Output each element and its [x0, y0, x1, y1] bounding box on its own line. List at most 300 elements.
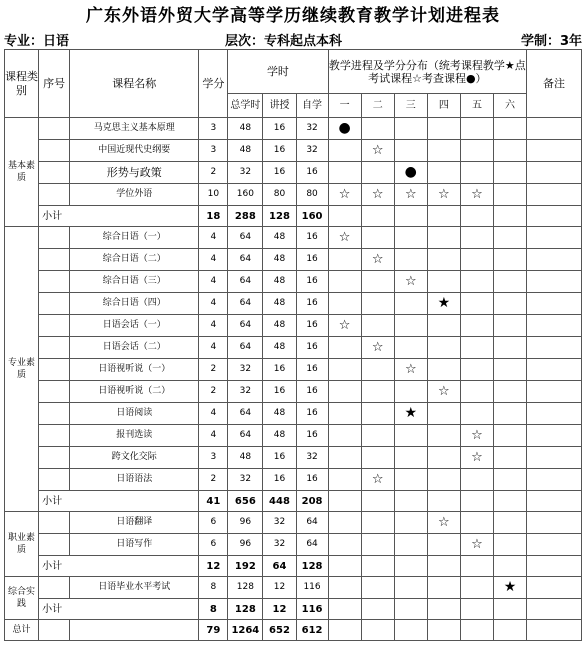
- table-row: [5, 315, 582, 337]
- lecture-hours-cell: 12: [263, 577, 296, 599]
- subtotal-row: [5, 599, 582, 620]
- outline-star-icon: ☆: [438, 383, 450, 399]
- total-hours-cell: 32: [228, 162, 263, 184]
- term-1-cell: [328, 140, 361, 162]
- self-study-cell: 16: [296, 293, 328, 315]
- term-4-cell: [427, 184, 460, 206]
- term-1-cell: [328, 599, 361, 620]
- term-1-cell: [328, 381, 361, 403]
- term-1-cell: [328, 227, 361, 249]
- page-title: 广东外语外贸大学高等学历继续教育教学计划进程表: [86, 6, 500, 26]
- term-2-cell: [361, 556, 394, 577]
- term-5-cell: [460, 206, 493, 227]
- term-6-cell: [493, 249, 526, 271]
- credits-cell: 4: [199, 337, 228, 359]
- remarks-cell: [527, 534, 582, 556]
- self-study-cell: 612: [296, 620, 328, 641]
- term-2-cell: [361, 315, 394, 337]
- table-body: [5, 50, 582, 641]
- term-4-cell: [427, 227, 460, 249]
- subtotal-row: [5, 491, 582, 512]
- credits-cell: 3: [199, 118, 228, 140]
- header-term-2: 二: [361, 94, 394, 118]
- total-hours-cell: 288: [228, 206, 263, 227]
- term-1-cell: [328, 534, 361, 556]
- table-row: [5, 140, 582, 162]
- remarks-cell: [527, 271, 582, 293]
- outline-star-icon: ☆: [438, 186, 450, 202]
- term-5-cell: [460, 249, 493, 271]
- self-study-cell: 116: [296, 577, 328, 599]
- term-4-cell: [427, 425, 460, 447]
- term-3-cell: [394, 162, 427, 184]
- table-row: [5, 359, 582, 381]
- term-2-cell: [361, 118, 394, 140]
- term-4-cell: [427, 534, 460, 556]
- outline-star-icon: ☆: [404, 273, 417, 289]
- header-course-name: 课程名称: [70, 50, 199, 118]
- total-hours-cell: 48: [228, 447, 263, 469]
- term-2-cell: [361, 359, 394, 381]
- table-row: [5, 293, 582, 315]
- term-2-cell: [361, 140, 394, 162]
- self-study-cell: 16: [296, 162, 328, 184]
- term-6-cell: [493, 381, 526, 403]
- seq-cell: [39, 403, 70, 425]
- term-6-cell: [493, 227, 526, 249]
- term-1-cell: [328, 491, 361, 512]
- term-6-cell: [493, 403, 526, 425]
- self-study-cell: 16: [296, 403, 328, 425]
- term-5-cell: [460, 293, 493, 315]
- term-6-cell: [493, 469, 526, 491]
- term-3-cell: [394, 184, 427, 206]
- header-schedule: 教学进程及学分分布（统考课程教学★点考试课程☆考查课程●）: [328, 50, 526, 94]
- table-row: [5, 512, 582, 534]
- subtotal-label: 小计: [39, 206, 199, 227]
- credits-cell: 6: [199, 534, 228, 556]
- info-bar: [4, 29, 582, 49]
- term-3-cell: [394, 293, 427, 315]
- lecture-hours-cell: 652: [263, 620, 296, 641]
- credits-cell: 4: [199, 425, 228, 447]
- subtotal-label: 小计: [39, 556, 199, 577]
- term-4-cell: [427, 315, 460, 337]
- lecture-hours-cell: 48: [263, 227, 296, 249]
- course-name: 日语毕业水平考试: [70, 577, 199, 599]
- total-hours-cell: 48: [228, 118, 263, 140]
- lecture-hours-cell: 48: [263, 271, 296, 293]
- seq-cell: [39, 359, 70, 381]
- remarks-cell: [527, 491, 582, 512]
- lecture-hours-cell: 128: [263, 206, 296, 227]
- total-hours-cell: 192: [228, 556, 263, 577]
- header-term-3: 三: [394, 94, 427, 118]
- term-2-cell: [361, 469, 394, 491]
- header-category: 课程类别: [5, 50, 39, 118]
- total-hours-cell: 96: [228, 512, 263, 534]
- remarks-cell: [527, 249, 582, 271]
- credits-cell: 3: [199, 140, 228, 162]
- major-label: 专业：日语: [4, 34, 70, 49]
- table-row: [5, 381, 582, 403]
- header-hours: 学时: [228, 50, 328, 94]
- seq-cell: [39, 271, 70, 293]
- table-row: [5, 118, 582, 140]
- lecture-hours-cell: 16: [263, 162, 296, 184]
- term-1-cell: [328, 556, 361, 577]
- total-hours-cell: 128: [228, 577, 263, 599]
- remarks-cell: [527, 620, 582, 641]
- term-3-cell: [394, 227, 427, 249]
- term-2-cell: [361, 271, 394, 293]
- table-row: [5, 184, 582, 206]
- remarks-cell: [527, 599, 582, 620]
- remarks-cell: [527, 118, 582, 140]
- term-5-cell: [460, 620, 493, 641]
- credits-cell: 8: [199, 599, 228, 620]
- term-4-cell: [427, 118, 460, 140]
- lecture-hours-cell: 32: [263, 512, 296, 534]
- self-study-cell: 16: [296, 315, 328, 337]
- term-3-cell: [394, 491, 427, 512]
- self-study-cell: 160: [296, 206, 328, 227]
- outline-star-icon: ☆: [471, 186, 483, 202]
- outline-star-icon: ☆: [471, 427, 483, 443]
- credits-cell: 4: [199, 403, 228, 425]
- credits-cell: 12: [199, 556, 228, 577]
- self-study-cell: 64: [296, 534, 328, 556]
- term-6-cell: [493, 556, 526, 577]
- credits-cell: 4: [199, 227, 228, 249]
- term-4-cell: [427, 271, 460, 293]
- course-name: 日语会话（一）: [70, 315, 199, 337]
- header-term-5: 五: [460, 94, 493, 118]
- total-hours-cell: 1264: [228, 620, 263, 641]
- self-study-cell: 16: [296, 469, 328, 491]
- term-2-cell: [361, 337, 394, 359]
- outline-star-icon: ☆: [338, 186, 351, 202]
- term-6-cell: [493, 512, 526, 534]
- term-2-cell: [361, 577, 394, 599]
- credits-cell: 3: [199, 447, 228, 469]
- term-1-cell: [328, 425, 361, 447]
- term-6-cell: [493, 447, 526, 469]
- term-5-cell: [460, 447, 493, 469]
- term-6-cell: [493, 184, 526, 206]
- term-3-cell: [394, 469, 427, 491]
- term-4-cell: [427, 359, 460, 381]
- term-5-cell: [460, 577, 493, 599]
- subtotal-label: 小计: [39, 599, 199, 620]
- table-row: [5, 337, 582, 359]
- table-row: [5, 577, 582, 599]
- table-row: [5, 162, 582, 184]
- course-name: 综合日语（一）: [70, 227, 199, 249]
- term-5-cell: [460, 227, 493, 249]
- term-4-cell: [427, 293, 460, 315]
- term-6-cell: [493, 620, 526, 641]
- total-hours-cell: 96: [228, 534, 263, 556]
- seq-cell: [39, 620, 70, 641]
- term-5-cell: [460, 469, 493, 491]
- category-cell: 专业素质: [5, 227, 39, 512]
- self-study-cell: 32: [296, 118, 328, 140]
- term-3-cell: [394, 337, 427, 359]
- total-row: [5, 620, 582, 641]
- credits-cell: 2: [199, 359, 228, 381]
- self-study-cell: 32: [296, 140, 328, 162]
- term-3-cell: [394, 359, 427, 381]
- term-5-cell: [460, 556, 493, 577]
- term-6-cell: [493, 315, 526, 337]
- term-6-cell: [493, 206, 526, 227]
- term-1-cell: [328, 184, 361, 206]
- total-hours-cell: 64: [228, 337, 263, 359]
- term-1-cell: [328, 315, 361, 337]
- term-5-cell: [460, 118, 493, 140]
- term-5-cell: [460, 534, 493, 556]
- outline-star-icon: ☆: [371, 339, 384, 355]
- total-hours-cell: 64: [228, 403, 263, 425]
- self-study-cell: 16: [296, 425, 328, 447]
- seq-cell: [39, 162, 70, 184]
- course-name: 综合日语（二）: [70, 249, 199, 271]
- lecture-hours-cell: 64: [263, 556, 296, 577]
- term-6-cell: [493, 293, 526, 315]
- term-1-cell: [328, 206, 361, 227]
- term-6-cell: [493, 577, 526, 599]
- seq-cell: [39, 140, 70, 162]
- term-1-cell: [328, 577, 361, 599]
- term-1-cell: [328, 293, 361, 315]
- term-4-cell: [427, 491, 460, 512]
- header-credits: 学分: [199, 50, 228, 118]
- lecture-hours-cell: 48: [263, 293, 296, 315]
- term-2-cell: [361, 534, 394, 556]
- category-cell: 职业素质: [5, 512, 39, 577]
- remarks-cell: [527, 140, 582, 162]
- term-2-cell: [361, 512, 394, 534]
- course-name: 报刊选读: [70, 425, 199, 447]
- term-5-cell: [460, 359, 493, 381]
- seq-cell: [39, 227, 70, 249]
- outline-star-icon: ☆: [404, 186, 417, 202]
- subtotal-row: [5, 206, 582, 227]
- lecture-hours-cell: 16: [263, 381, 296, 403]
- lecture-hours-cell: 48: [263, 403, 296, 425]
- outline-star-icon: ☆: [338, 229, 351, 245]
- remarks-cell: [527, 577, 582, 599]
- solid-star-icon: ★: [437, 294, 451, 311]
- seq-cell: [39, 534, 70, 556]
- remarks-cell: [527, 184, 582, 206]
- total-hours-cell: 32: [228, 381, 263, 403]
- term-6-cell: [493, 271, 526, 293]
- term-3-cell: [394, 577, 427, 599]
- term-6-cell: [493, 491, 526, 512]
- term-4-cell: [427, 206, 460, 227]
- self-study-cell: 16: [296, 227, 328, 249]
- seq-cell: [39, 118, 70, 140]
- header-remarks: 备注: [527, 50, 582, 118]
- term-5-cell: [460, 403, 493, 425]
- term-3-cell: [394, 447, 427, 469]
- term-6-cell: [493, 534, 526, 556]
- total-hours-cell: 64: [228, 315, 263, 337]
- term-4-cell: [427, 447, 460, 469]
- term-4-cell: [427, 599, 460, 620]
- total-label: 总计: [5, 620, 39, 641]
- self-study-cell: 32: [296, 447, 328, 469]
- solid-star-icon: ★: [404, 404, 418, 421]
- remarks-cell: [527, 227, 582, 249]
- term-4-cell: [427, 337, 460, 359]
- table-row: [5, 469, 582, 491]
- remarks-cell: [527, 447, 582, 469]
- curriculum-table: [4, 49, 582, 641]
- lecture-hours-cell: 48: [263, 425, 296, 447]
- term-5-cell: [460, 140, 493, 162]
- header-total-hours: 总学时: [228, 94, 263, 118]
- term-4-cell: [427, 162, 460, 184]
- remarks-cell: [527, 337, 582, 359]
- self-study-cell: 16: [296, 337, 328, 359]
- term-2-cell: [361, 206, 394, 227]
- lecture-hours-cell: 48: [263, 337, 296, 359]
- term-3-cell: [394, 599, 427, 620]
- term-5-cell: [460, 512, 493, 534]
- category-cell: 综合实践: [5, 577, 39, 620]
- header-row: [5, 50, 582, 94]
- term-2-cell: [361, 599, 394, 620]
- term-1-cell: [328, 337, 361, 359]
- table-row: [5, 425, 582, 447]
- header-term-6: 六: [493, 94, 526, 118]
- lecture-hours-cell: 32: [263, 534, 296, 556]
- outline-star-icon: ☆: [371, 186, 384, 202]
- remarks-cell: [527, 403, 582, 425]
- header-self-study: 自学: [296, 94, 328, 118]
- credits-cell: 2: [199, 381, 228, 403]
- table-row: [5, 447, 582, 469]
- seq-cell: [39, 249, 70, 271]
- course-name: 日语视听说（一）: [70, 359, 199, 381]
- outline-star-icon: ☆: [471, 536, 483, 552]
- seq-cell: [39, 447, 70, 469]
- term-3-cell: [394, 425, 427, 447]
- term-6-cell: [493, 359, 526, 381]
- term-5-cell: [460, 162, 493, 184]
- header-lecture-hours: 讲授: [263, 94, 296, 118]
- course-name: 日语翻译: [70, 512, 199, 534]
- remarks-cell: [527, 425, 582, 447]
- term-5-cell: [460, 381, 493, 403]
- seq-cell: [39, 577, 70, 599]
- lecture-hours-cell: 12: [263, 599, 296, 620]
- term-3-cell: [394, 556, 427, 577]
- course-name: [70, 620, 199, 641]
- term-1-cell: [328, 118, 361, 140]
- term-1-cell: [328, 249, 361, 271]
- duration-label: 学制：3年: [520, 34, 582, 49]
- term-1-cell: [328, 359, 361, 381]
- total-hours-cell: 48: [228, 140, 263, 162]
- term-3-cell: [394, 249, 427, 271]
- lecture-hours-cell: 16: [263, 359, 296, 381]
- course-name: 马克思主义基本原理: [70, 118, 199, 140]
- term-5-cell: [460, 337, 493, 359]
- table-row: [5, 534, 582, 556]
- term-2-cell: [361, 249, 394, 271]
- course-name: 中国近现代史纲要: [70, 140, 199, 162]
- term-5-cell: [460, 491, 493, 512]
- term-4-cell: [427, 577, 460, 599]
- term-6-cell: [493, 140, 526, 162]
- term-2-cell: [361, 227, 394, 249]
- term-5-cell: [460, 315, 493, 337]
- total-hours-cell: 64: [228, 249, 263, 271]
- total-hours-cell: 64: [228, 425, 263, 447]
- term-4-cell: [427, 249, 460, 271]
- lecture-hours-cell: 16: [263, 118, 296, 140]
- remarks-cell: [527, 469, 582, 491]
- term-1-cell: [328, 447, 361, 469]
- term-2-cell: [361, 162, 394, 184]
- outline-star-icon: ☆: [338, 317, 351, 333]
- lecture-hours-cell: 16: [263, 447, 296, 469]
- term-3-cell: [394, 271, 427, 293]
- self-study-cell: 16: [296, 271, 328, 293]
- credits-cell: 2: [199, 469, 228, 491]
- term-5-cell: [460, 184, 493, 206]
- solid-star-icon: ★: [503, 578, 517, 595]
- total-hours-cell: 32: [228, 469, 263, 491]
- credits-cell: 2: [199, 162, 228, 184]
- course-name: 日语写作: [70, 534, 199, 556]
- table-row: [5, 249, 582, 271]
- solid-circle-icon: ●: [338, 119, 351, 136]
- term-3-cell: [394, 620, 427, 641]
- seq-cell: [39, 337, 70, 359]
- term-2-cell: [361, 491, 394, 512]
- term-4-cell: [427, 620, 460, 641]
- outline-star-icon: ☆: [371, 142, 384, 158]
- term-3-cell: [394, 534, 427, 556]
- self-study-cell: 128: [296, 556, 328, 577]
- credits-cell: 4: [199, 293, 228, 315]
- subtotal-label: 小计: [39, 491, 199, 512]
- term-6-cell: [493, 118, 526, 140]
- remarks-cell: [527, 315, 582, 337]
- term-4-cell: [427, 140, 460, 162]
- term-6-cell: [493, 162, 526, 184]
- lecture-hours-cell: 16: [263, 140, 296, 162]
- term-4-cell: [427, 469, 460, 491]
- term-3-cell: [394, 315, 427, 337]
- term-4-cell: [427, 556, 460, 577]
- term-1-cell: [328, 469, 361, 491]
- lecture-hours-cell: 448: [263, 491, 296, 512]
- term-1-cell: [328, 512, 361, 534]
- term-2-cell: [361, 293, 394, 315]
- term-1-cell: [328, 403, 361, 425]
- total-hours-cell: 64: [228, 271, 263, 293]
- self-study-cell: 16: [296, 249, 328, 271]
- self-study-cell: 208: [296, 491, 328, 512]
- term-2-cell: [361, 620, 394, 641]
- term-2-cell: [361, 403, 394, 425]
